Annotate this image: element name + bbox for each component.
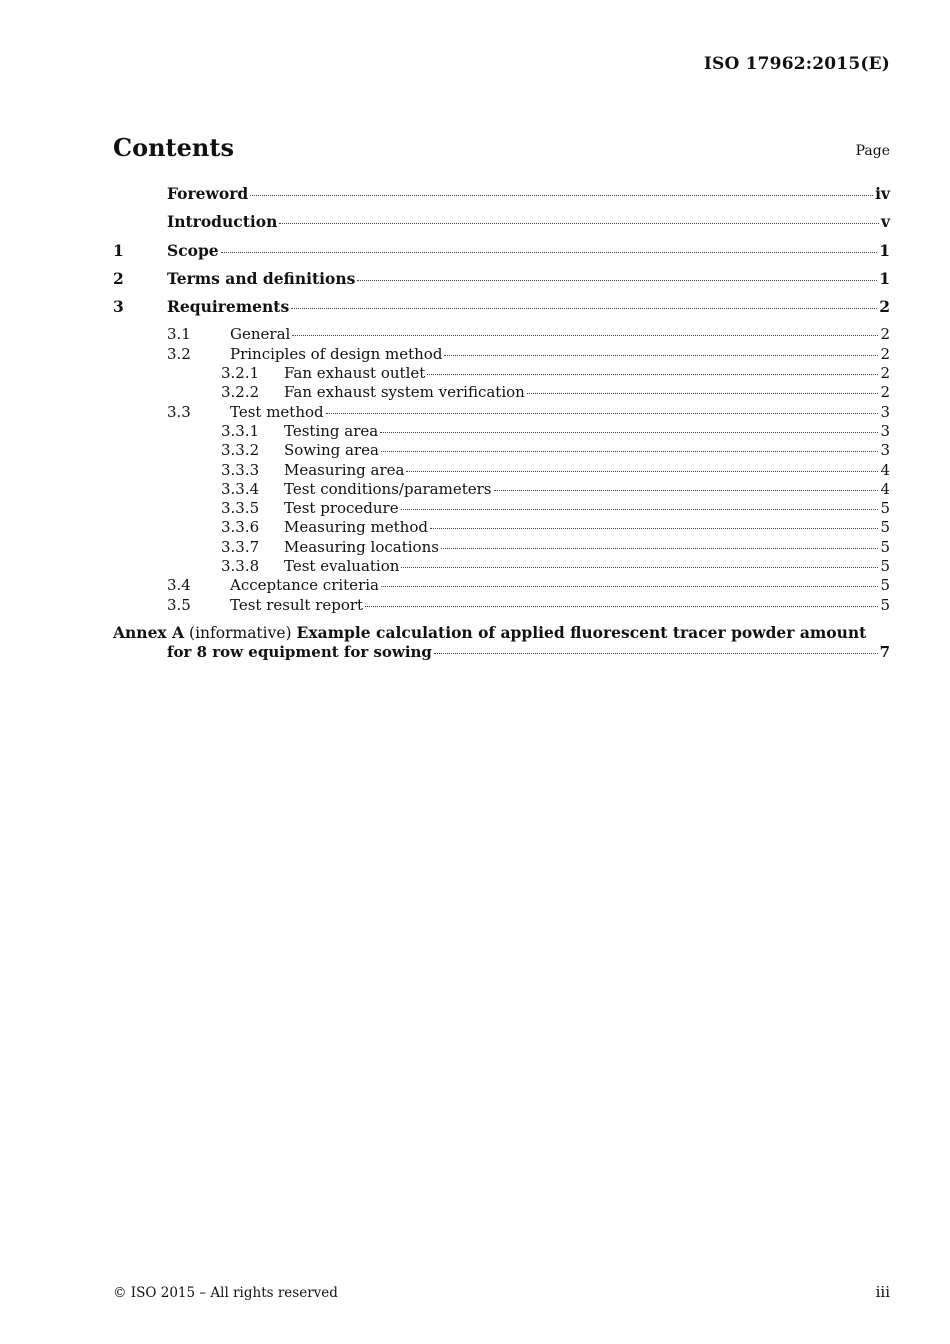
toc-entry[interactable]: [113, 184, 890, 212]
toc-entry-number: 3.1: [167, 325, 191, 344]
toc-entry-title: Test conditions/parameters: [284, 479, 492, 498]
toc-leader-dots: [326, 413, 879, 414]
toc-entries: [113, 184, 890, 615]
toc-leader-dots: [434, 653, 878, 654]
table-of-contents: [113, 184, 890, 663]
toc-entry[interactable]: [113, 383, 890, 402]
toc-entry[interactable]: [113, 461, 890, 480]
annex-title-line1: Example calculation of applied fluorescent tracer powder amount: [296, 622, 867, 642]
toc-leader-dots: [494, 490, 879, 491]
toc-entry[interactable]: [113, 480, 890, 499]
toc-entry-title: Scope: [167, 240, 219, 260]
toc-entry[interactable]: [113, 596, 890, 615]
annex-type: (informative): [189, 623, 292, 642]
footer-copyright: © ISO 2015 – All rights reserved: [113, 1285, 338, 1301]
toc-leader-dots: [279, 223, 879, 224]
annex-label: Annex A: [113, 622, 185, 642]
contents-heading: Contents: [113, 133, 234, 162]
toc-leader-dots: [380, 432, 878, 433]
toc-entry[interactable]: [113, 297, 890, 325]
toc-leader-dots: [401, 567, 878, 568]
toc-leader-dots: [291, 308, 877, 309]
toc-entry-number: 3.2.2: [221, 383, 260, 402]
toc-entry[interactable]: [113, 269, 890, 297]
toc-entry-number: 3.4: [167, 576, 191, 595]
toc-entry-page: 3: [880, 402, 890, 421]
toc-entry-page: v: [880, 212, 890, 232]
toc-leader-dots: [527, 393, 879, 394]
toc-entry-page: 4: [880, 460, 890, 479]
toc-entry-number: 3.3.8: [221, 557, 260, 576]
toc-entry-page: 4: [880, 479, 890, 498]
toc-entry-title: Test evaluation: [284, 557, 400, 576]
toc-entry[interactable]: [113, 364, 890, 383]
toc-leader-dots: [292, 335, 878, 336]
toc-entry-title: Fan exhaust system verification: [284, 383, 525, 402]
toc-entry[interactable]: [113, 403, 890, 422]
toc-annex-entry[interactable]: [113, 623, 890, 663]
toc-leader-dots: [430, 528, 878, 529]
toc-entry-page: 2: [880, 344, 890, 363]
toc-entry-number: 3.5: [167, 595, 191, 614]
toc-entry-number: 3.3.5: [221, 499, 260, 518]
toc-entry-page: iv: [875, 184, 890, 203]
toc-entry-number: 2: [113, 268, 124, 288]
toc-leader-dots: [444, 355, 878, 356]
toc-entry-title: Test method: [230, 402, 324, 421]
toc-entry-title: Foreword: [167, 184, 249, 203]
document-id: ISO 17962:2015(E): [703, 54, 890, 74]
footer-page-number: iii: [875, 1283, 890, 1301]
toc-entry-number: 3.3.4: [221, 479, 260, 498]
toc-entry-title: Fan exhaust outlet: [284, 364, 426, 383]
toc-entry[interactable]: [113, 499, 890, 518]
toc-entry-title: Testing area: [284, 421, 379, 440]
toc-entry-title: Sowing area: [284, 441, 379, 460]
toc-leader-dots: [406, 471, 878, 472]
annex-title-line2: for 8 row equipment for sowing: [167, 642, 432, 661]
toc-entry-number: 3.2.1: [221, 364, 260, 383]
toc-entry-number: 3.3.6: [221, 518, 260, 537]
toc-entry-number: 1: [113, 240, 124, 260]
toc-entry-page: 5: [880, 576, 890, 595]
toc-entry-page: 5: [880, 518, 890, 537]
toc-entry-title: Introduction: [167, 212, 278, 232]
toc-leader-dots: [221, 252, 878, 253]
toc-leader-dots: [365, 606, 878, 607]
toc-entry-page: 2: [880, 325, 890, 344]
toc-entry-page: 2: [880, 383, 890, 402]
toc-entry-page: 2: [880, 364, 890, 383]
toc-entry[interactable]: [113, 557, 890, 576]
toc-leader-dots: [250, 195, 873, 196]
toc-entry[interactable]: [113, 538, 890, 557]
toc-entry[interactable]: [113, 241, 890, 269]
toc-entry-number: 3.3.3: [221, 460, 260, 479]
toc-entry-page: 5: [880, 557, 890, 576]
toc-leader-dots: [427, 374, 878, 375]
toc-leader-dots: [401, 509, 879, 510]
toc-entry-title: Terms and definitions: [167, 268, 356, 288]
toc-entry[interactable]: [113, 345, 890, 364]
toc-entry[interactable]: [113, 325, 890, 344]
toc-leader-dots: [381, 451, 879, 452]
toc-entry-number: 3.3.7: [221, 537, 260, 556]
toc-entry[interactable]: [113, 576, 890, 595]
annex-page: 7: [879, 642, 890, 661]
toc-entry-page: 3: [880, 441, 890, 460]
toc-entry-page: 5: [880, 499, 890, 518]
toc-leader-dots: [357, 280, 877, 281]
toc-entry-title: Requirements: [167, 297, 290, 317]
toc-entry-title: Acceptance criteria: [230, 576, 379, 595]
page-column-label: Page: [855, 143, 890, 159]
toc-leader-dots: [441, 548, 879, 549]
toc-entry-number: 3: [113, 297, 124, 317]
toc-entry[interactable]: [113, 518, 890, 537]
toc-entry-page: 5: [880, 595, 890, 614]
toc-entry[interactable]: [113, 441, 890, 460]
toc-entry-title: Measuring locations: [284, 537, 439, 556]
toc-entry-page: 5: [880, 537, 890, 556]
toc-leader-dots: [381, 586, 878, 587]
toc-entry[interactable]: [113, 212, 890, 240]
toc-entry-title: Principles of design method: [230, 344, 443, 363]
toc-entry-number: 3.3: [167, 402, 191, 421]
toc-entry-number: 3.2: [167, 344, 191, 363]
toc-entry-number: 3.3.1: [221, 421, 260, 440]
toc-entry-title: Measuring area: [284, 460, 405, 479]
toc-entry-title: Test result report: [230, 595, 364, 614]
toc-entry-number: 3.3.2: [221, 441, 260, 460]
toc-entry-page: 1: [879, 268, 890, 288]
toc-entry-page: 3: [880, 421, 890, 440]
toc-entry-title: Measuring method: [284, 518, 428, 537]
toc-entry-page: 1: [879, 240, 890, 260]
toc-entry[interactable]: [113, 422, 890, 441]
toc-entry-page: 2: [879, 297, 890, 317]
toc-entry-title: Test procedure: [284, 499, 399, 518]
toc-entry-title: General: [230, 325, 291, 344]
